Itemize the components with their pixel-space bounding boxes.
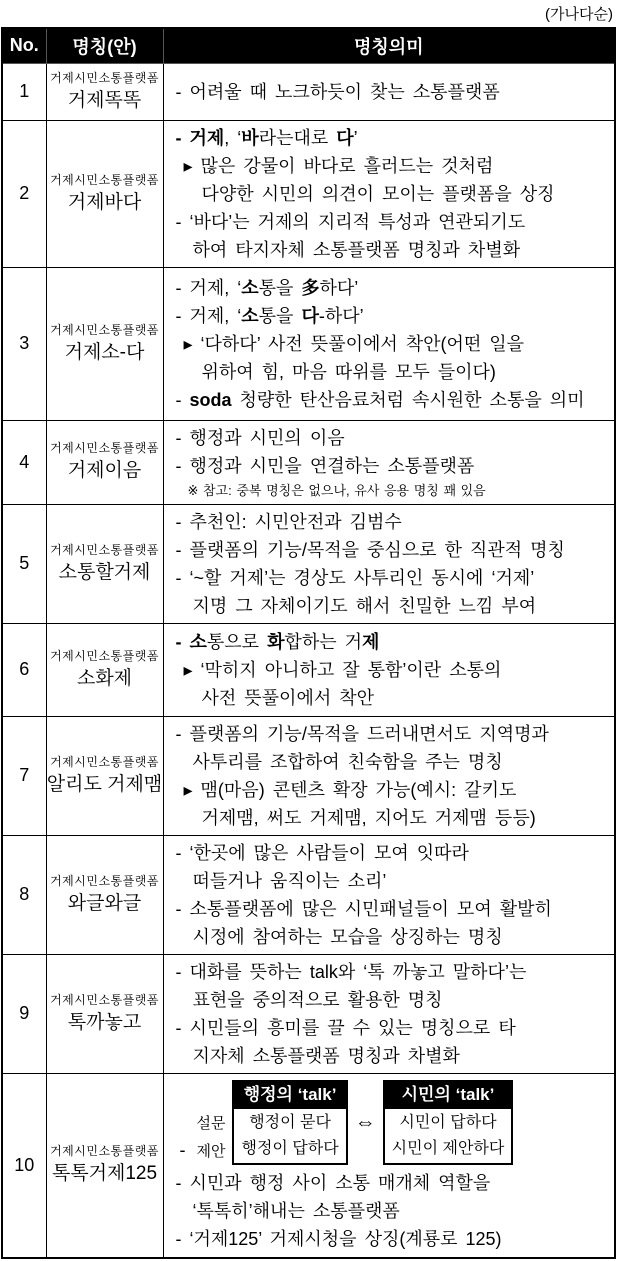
meaning-line: 떠들거나 움직이는 소리’ xyxy=(192,870,387,891)
platform-label: 거제시민소통플랫폼 xyxy=(50,441,159,455)
bold-text: - 거제 xyxy=(175,127,225,148)
meaning-cell xyxy=(163,420,615,504)
row-number: 10 xyxy=(2,1073,46,1258)
name-cell xyxy=(46,835,163,954)
meaning-line: - 거제, ‘소통을 다-하다’ xyxy=(175,305,364,326)
proposed-name: 거제이음 xyxy=(67,460,142,481)
talk-box-body xyxy=(232,1109,347,1165)
table-row xyxy=(2,267,615,420)
talk-box-line: 시민이 답하다 xyxy=(399,1114,497,1132)
row-number: 2 xyxy=(2,120,46,267)
meaning-line: 거제맴, 써도 거제맴, 지어도 거제맴 등등) xyxy=(201,807,536,828)
meaning-cell xyxy=(163,1073,615,1258)
row-number: 5 xyxy=(2,504,46,623)
meaning-line: - ‘바다’는 거제의 지리적 특성과 연관되기도 xyxy=(175,211,526,232)
row-number: 3 xyxy=(2,267,46,420)
platform-label: 거제시민소통플랫폼 xyxy=(50,70,159,85)
meaning-line: - 거제, ‘바라는대로 다’ xyxy=(175,127,358,148)
meaning-line: ▸ 많은 강물이 바다로 흘러드는 것처럼 xyxy=(183,155,494,176)
talk-diagram xyxy=(180,1080,611,1165)
name-cell xyxy=(46,504,163,623)
proposed-name: 톡톡거제125 xyxy=(51,1163,158,1185)
bold-text: 소 xyxy=(241,305,259,326)
platform-label: 거제시민소통플랫폼 xyxy=(50,992,159,1007)
meaning-line: 시정에 참여하는 모습을 상징하는 명칭 xyxy=(192,926,503,947)
talk-box-title: 시민의 ‘talk’ xyxy=(383,1080,514,1109)
table-row xyxy=(2,420,615,504)
bold-text: 소 xyxy=(241,277,259,298)
platform-label: 거제시민소통플랫폼 xyxy=(50,322,159,337)
meaning-cell xyxy=(163,835,615,954)
meaning-cell xyxy=(163,120,615,267)
name-cell xyxy=(46,420,163,504)
meaning-line: - 어려울 때 노크하듯이 찾는 소통플랫폼 xyxy=(175,81,500,102)
platform-label: 거제시민소통플랫폼 xyxy=(50,648,159,663)
meaning-line: - 시민들의 흥미를 끌 수 있는 명칭으로 타 xyxy=(175,1017,516,1038)
meaning-cell xyxy=(163,716,615,835)
admin-talk-box xyxy=(232,1080,347,1165)
label-text: 제안 xyxy=(196,1143,226,1161)
meaning-cell xyxy=(163,623,615,716)
double-arrow-icon: ⇔ xyxy=(354,1111,376,1135)
proposed-name: 소화제 xyxy=(76,667,133,689)
name-cell xyxy=(46,954,163,1073)
header-no: No. xyxy=(2,28,46,63)
bullet-dash: - xyxy=(179,1140,186,1161)
table-row xyxy=(2,120,615,267)
meaning-line: - soda 청량한 탄산음료처럼 속시원한 소통을 의미 xyxy=(175,389,585,410)
name-cell xyxy=(46,267,163,420)
meaning-line: 표현을 중의적으로 활용한 명칭 xyxy=(192,989,443,1010)
table-row xyxy=(2,504,615,623)
platform-label: 거제시민소통플랫폼 xyxy=(50,873,159,888)
meaning-cell xyxy=(163,63,615,120)
talk-box-line: 시민이 제안하다 xyxy=(391,1140,505,1158)
table-row xyxy=(2,835,615,954)
sort-order-note: (가나다순) xyxy=(545,6,613,23)
proposed-name: 톡까놓고 xyxy=(67,1011,142,1033)
meaning-line: - 소통으로 화합하는 거제 xyxy=(175,631,380,652)
meaning-line: 하여 타지자체 소통플랫폼 명칭과 차별화 xyxy=(192,239,521,260)
talk-box-line: 행정이 답하다 xyxy=(241,1140,339,1158)
bold-text: 화 xyxy=(267,631,285,652)
proposed-name: 소통할거제 xyxy=(58,561,151,583)
table-row xyxy=(2,1073,615,1258)
meaning-line: 사투리를 조합하여 친숙함을 주는 명칭 xyxy=(192,751,503,772)
platform-label: 거제시민소통플랫폼 xyxy=(50,542,159,557)
meaning-line: - 행정과 시민의 이음 xyxy=(175,427,345,448)
meaning-line: - ‘한곳에 많은 사람들이 모여 잇따라 xyxy=(175,842,469,863)
name-proposal-table xyxy=(1,27,616,1259)
meaning-line: 위하여 힘, 마음 따위를 모두 들이다) xyxy=(201,361,496,382)
name-cell xyxy=(46,1073,163,1258)
name-cell xyxy=(46,623,163,716)
platform-label: 거제시민소통플랫폼 xyxy=(50,754,159,769)
header-name: 명칭(안) xyxy=(46,28,163,63)
meaning-line: - ‘~할 거제’는 경상도 사투리인 동시에 ‘거제’ xyxy=(175,567,535,588)
proposed-name: 거제똑똑 xyxy=(67,89,142,111)
table-body xyxy=(2,63,615,1258)
table-header xyxy=(2,28,615,63)
meaning-line: ▸ ‘막히지 아니하고 잘 통함’이란 소통의 xyxy=(183,659,502,680)
meaning-line: - 플랫폼의 기능/목적을 드러내면서도 지역명과 xyxy=(175,723,549,744)
row-number: 8 xyxy=(2,835,46,954)
row-number: 4 xyxy=(2,420,46,504)
meaning-line: - 행정과 시민을 연결하는 소통플랫폼 xyxy=(175,455,475,476)
row-number: 6 xyxy=(2,623,46,716)
name-cell xyxy=(46,63,163,120)
proposed-name: 알리도 거제맴 xyxy=(46,773,163,795)
meaning-cell xyxy=(163,267,615,420)
meaning-cell xyxy=(163,504,615,623)
meaning-line: 다양한 시민의 의견이 모이는 플랫폼을 상징 xyxy=(201,183,555,204)
row-number: 1 xyxy=(2,63,46,120)
bold-text: 제 xyxy=(362,631,380,652)
header-meaning: 명칭의미 xyxy=(163,28,615,63)
meaning-line: - 시민과 행정 사이 소통 매개체 역할을 xyxy=(175,1173,491,1194)
bold-text: 바 xyxy=(241,127,259,148)
meaning-line: - 대화를 뜻하는 talk와 ‘톡 까놓고 말하다’는 xyxy=(175,961,527,982)
meaning-line: - 거제, ‘소통을 多하다’ xyxy=(175,277,359,298)
meaning-line: 사전 뜻풀이에서 착안 xyxy=(201,687,374,708)
platform-label: 거제시민소통플랫폼 xyxy=(50,1144,159,1159)
name-cell xyxy=(46,120,163,267)
label-text: 설문 xyxy=(196,1115,226,1133)
diagram-label-bottom xyxy=(180,1137,226,1165)
diagram-side-labels xyxy=(180,1110,226,1165)
diagram-label-top xyxy=(180,1110,226,1137)
meaning-line: ‘톡톡히’해내는 소통플랫폼 xyxy=(192,1201,400,1222)
bold-text: soda xyxy=(189,389,232,410)
meaning-line: ▸ ‘다하다’ 사전 뜻풀이에서 착안(어떤 일을 xyxy=(183,333,525,354)
talk-box-line: 행정이 묻다 xyxy=(249,1114,331,1132)
bold-text: 다 xyxy=(336,127,354,148)
table-row xyxy=(2,954,615,1073)
table-row xyxy=(2,63,615,120)
row-number: 7 xyxy=(2,716,46,835)
meaning-line: 지명 그 자체이기도 해서 친밀한 느낌 부여 xyxy=(192,595,537,616)
citizen-talk-box xyxy=(383,1080,514,1165)
bold-text: 다 xyxy=(301,305,319,326)
meaning-line: 지자체 소통플랫폼 명칭과 차별화 xyxy=(192,1045,460,1066)
talk-box-body xyxy=(383,1109,514,1165)
meaning-line: - ‘거제125’ 거제시청을 상징(계룡로 125) xyxy=(175,1229,502,1250)
bold-text: 多 xyxy=(301,277,320,298)
table-row xyxy=(2,623,615,716)
meaning-line: - 추천인: 시민안전과 김범수 xyxy=(175,511,402,532)
meaning-cell xyxy=(163,954,615,1073)
proposed-name: 거제바다 xyxy=(67,191,142,213)
platform-label: 거제시민소통플랫폼 xyxy=(50,172,159,187)
row-number: 9 xyxy=(2,954,46,1073)
name-cell xyxy=(46,716,163,835)
bold-text: - 소 xyxy=(175,631,207,652)
proposed-name: 거제소-다 xyxy=(64,341,145,363)
meaning-line: - 소통플랫폼에 많은 시민패널들이 모여 활발히 xyxy=(175,898,552,919)
talk-box-title: 행정의 ‘talk’ xyxy=(232,1080,347,1109)
meaning-line: - 플랫폼의 기능/목적을 중심으로 한 직관적 명칭 xyxy=(175,539,565,560)
meaning-line: ※ 참고: 중복 명칭은 없으나, 유사 응용 명칭 꽤 있음 xyxy=(187,482,486,498)
meaning-line: ▸ 맴(마음) 콘텐츠 확장 가능(예시: 갈키도 xyxy=(183,779,517,800)
proposed-name: 와글와글 xyxy=(67,892,142,914)
table-row xyxy=(2,716,615,835)
